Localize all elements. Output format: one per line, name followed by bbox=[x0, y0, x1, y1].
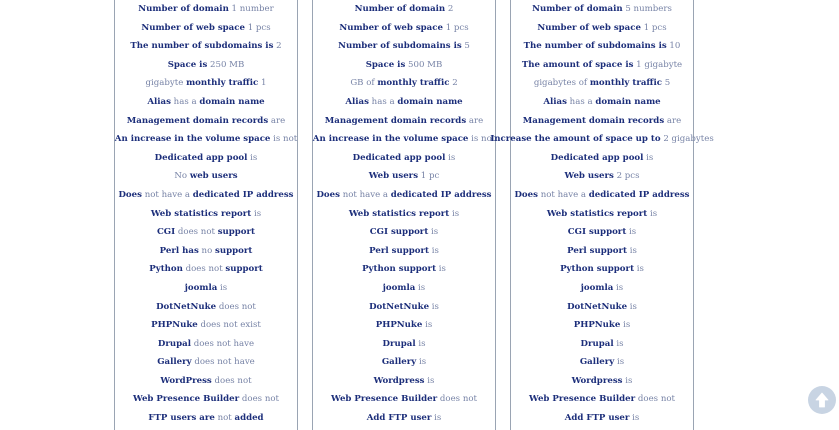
feature-value: is bbox=[626, 245, 637, 256]
feature-label: Web statistics report bbox=[546, 208, 648, 219]
feature-label: Number of subdomains is bbox=[338, 41, 462, 52]
feature-value: is not bbox=[270, 134, 298, 145]
feature-value: are bbox=[664, 115, 682, 126]
feature-value: is bbox=[416, 357, 427, 368]
feature-value: is bbox=[449, 208, 460, 219]
feature-value: is bbox=[217, 282, 228, 293]
feature-label: Web users bbox=[564, 171, 614, 182]
feature-value: has a bbox=[170, 96, 200, 107]
feature-label: CGI bbox=[156, 227, 176, 238]
feature-label: domain name bbox=[595, 96, 661, 107]
feature-value: does not bbox=[182, 264, 226, 275]
feature-row bbox=[471, 186, 733, 205]
feature-value: is bbox=[422, 320, 433, 331]
feature-value: not bbox=[214, 413, 235, 424]
feature-value: 1 pcs bbox=[244, 22, 271, 33]
feature-label: Python support bbox=[362, 264, 437, 275]
feature-value: is bbox=[428, 245, 439, 256]
feature-value: is bbox=[445, 152, 456, 163]
feature-label: Perl has bbox=[159, 245, 199, 256]
feature-row bbox=[471, 56, 733, 75]
feature-value: is bbox=[247, 152, 258, 163]
feature-label: Does bbox=[316, 189, 340, 200]
feature-value: No bbox=[174, 171, 190, 182]
arrow-up-icon bbox=[812, 390, 832, 410]
feature-row bbox=[471, 260, 733, 279]
feature-label: domain name bbox=[397, 96, 463, 107]
feature-label: dedicated IP address bbox=[192, 189, 294, 200]
feature-value: is bbox=[629, 413, 640, 424]
feature-label: support bbox=[217, 227, 256, 238]
feature-label: Perl support bbox=[369, 245, 429, 256]
feature-label: The amount of space is bbox=[521, 59, 634, 70]
feature-row bbox=[471, 242, 733, 261]
feature-row bbox=[471, 335, 733, 354]
feature-value: 2 bbox=[449, 78, 458, 89]
feature-value: 1 pc bbox=[418, 171, 440, 182]
plan-column-2 bbox=[312, 0, 496, 430]
feature-row bbox=[471, 279, 733, 298]
feature-label: Number of web space bbox=[339, 22, 443, 33]
feature-label: Management domain records bbox=[324, 115, 467, 126]
feature-value: is bbox=[614, 357, 625, 368]
feature-label: Drupal bbox=[157, 338, 191, 349]
feature-value: does not bbox=[635, 394, 675, 405]
feature-label: An increase in the volume space bbox=[312, 134, 469, 145]
feature-label: Management domain records bbox=[522, 115, 665, 126]
feature-value: 250 MB bbox=[207, 59, 245, 70]
feature-value: does not bbox=[239, 394, 279, 405]
feature-row bbox=[471, 316, 733, 335]
feature-row bbox=[471, 223, 733, 242]
plan-column-1 bbox=[114, 0, 298, 430]
feature-value: does not have bbox=[191, 357, 255, 368]
feature-label: domain name bbox=[199, 96, 265, 107]
feature-label: PHPNuke bbox=[375, 320, 423, 331]
feature-label: Dedicated app pool bbox=[352, 152, 446, 163]
feature-label: The number of subdomains is bbox=[130, 41, 274, 52]
feature-label: Dedicated app pool bbox=[550, 152, 644, 163]
feature-label: Does bbox=[514, 189, 538, 200]
feature-label: Python bbox=[149, 264, 183, 275]
feature-value: 2 pcs bbox=[613, 171, 640, 182]
feature-value: 5 bbox=[661, 78, 671, 89]
feature-label: Number of domain bbox=[354, 4, 446, 14]
feature-label: DotNetNuke bbox=[567, 301, 628, 312]
feature-row bbox=[471, 353, 733, 372]
feature-label: Gallery bbox=[157, 357, 192, 368]
feature-label: Does bbox=[118, 189, 142, 200]
feature-label: FTP users are bbox=[148, 413, 215, 424]
feature-label: dedicated IP address bbox=[588, 189, 690, 200]
feature-value: is bbox=[613, 338, 624, 349]
feature-list bbox=[471, 0, 733, 428]
feature-label: CGI support bbox=[567, 227, 627, 238]
feature-row bbox=[471, 298, 733, 317]
feature-label: PHPNuke bbox=[151, 320, 198, 331]
feature-label: joomla bbox=[382, 282, 416, 293]
feature-value: is bbox=[431, 413, 442, 424]
feature-row bbox=[471, 0, 733, 19]
feature-label: Wordpress bbox=[373, 375, 425, 386]
feature-label: Web Presence Builder bbox=[529, 394, 636, 405]
feature-label: web users bbox=[189, 171, 238, 182]
feature-value: is bbox=[626, 227, 637, 238]
feature-value: is bbox=[643, 152, 654, 163]
feature-value: does not have bbox=[190, 338, 255, 349]
feature-label: DotNetNuke bbox=[369, 301, 430, 312]
feature-label: Space is bbox=[167, 59, 208, 70]
feature-value: are bbox=[466, 115, 484, 126]
feature-label: Increase the amount of space up to bbox=[490, 134, 661, 145]
feature-label: support bbox=[225, 264, 263, 275]
feature-value: is not bbox=[468, 134, 496, 145]
feature-value: does not exist bbox=[197, 320, 261, 331]
feature-label: Web statistics report bbox=[150, 208, 252, 219]
feature-value: 2 bbox=[445, 4, 454, 14]
feature-value: gigabytes of bbox=[533, 78, 590, 89]
feature-value: does not bbox=[211, 375, 252, 386]
feature-row bbox=[471, 372, 733, 391]
feature-label: support bbox=[214, 245, 253, 256]
feature-value: is bbox=[415, 282, 426, 293]
feature-label: Dedicated app pool bbox=[154, 152, 248, 163]
feature-label: Alias bbox=[147, 96, 171, 107]
feature-label: An increase in the volume space bbox=[114, 134, 271, 145]
feature-label: Space is bbox=[365, 59, 406, 70]
feature-label: joomla bbox=[580, 282, 614, 293]
feature-label: Alias bbox=[345, 96, 369, 107]
feature-value: 1 number bbox=[228, 4, 274, 14]
feature-label: Web users bbox=[368, 171, 419, 182]
feature-value: 1 pcs bbox=[442, 22, 469, 33]
feature-label: Wordpress bbox=[571, 375, 623, 386]
feature-row bbox=[471, 167, 733, 186]
feature-value: gigabyte bbox=[145, 78, 187, 89]
feature-value: no bbox=[198, 245, 215, 256]
feature-value: is bbox=[613, 282, 624, 293]
feature-label: Add FTP user bbox=[366, 413, 432, 424]
feature-label: WordPress bbox=[160, 375, 212, 386]
feature-value: not have a bbox=[339, 189, 391, 200]
feature-label: Add FTP user bbox=[564, 413, 630, 424]
feature-value: does not bbox=[437, 394, 477, 405]
feature-row bbox=[471, 390, 733, 409]
feature-label: Number of web space bbox=[141, 22, 245, 33]
feature-label: Management domain records bbox=[126, 115, 269, 126]
feature-label: dedicated IP address bbox=[390, 189, 492, 200]
feature-row bbox=[471, 74, 733, 93]
feature-value: is bbox=[622, 375, 633, 386]
feature-value: 2 bbox=[273, 41, 282, 52]
feature-label: monthly traffic bbox=[186, 78, 259, 89]
feature-label: joomla bbox=[184, 282, 218, 293]
scroll-to-top-button[interactable] bbox=[808, 386, 836, 414]
feature-label: Web statistics report bbox=[348, 208, 450, 219]
feature-label: Web Presence Builder bbox=[133, 394, 240, 405]
feature-value: not have a bbox=[537, 189, 589, 200]
feature-value: 5 numbers bbox=[622, 4, 672, 14]
feature-label: added bbox=[234, 413, 264, 424]
feature-value: is bbox=[429, 301, 439, 312]
feature-row bbox=[471, 37, 733, 56]
plan-column-3 bbox=[490, 0, 714, 430]
feature-value: 500 MB bbox=[405, 59, 443, 70]
feature-value: not have a bbox=[141, 189, 193, 200]
feature-value: 2 gigabytes bbox=[660, 134, 714, 145]
feature-value: 1 pcs bbox=[640, 22, 667, 33]
feature-label: Number of web space bbox=[537, 22, 641, 33]
feature-row bbox=[471, 205, 733, 224]
feature-value: is bbox=[251, 208, 262, 219]
feature-value: is bbox=[436, 264, 446, 275]
feature-value: 1 gigabyte bbox=[633, 59, 683, 70]
feature-value: is bbox=[647, 208, 658, 219]
feature-label: Perl support bbox=[567, 245, 627, 256]
feature-value: are bbox=[268, 115, 286, 126]
feature-label: The number of subdomains is bbox=[523, 41, 667, 52]
feature-label: Alias bbox=[543, 96, 567, 107]
feature-row bbox=[471, 409, 733, 428]
feature-value: 5 bbox=[461, 41, 470, 52]
feature-label: Web Presence Builder bbox=[331, 394, 438, 405]
feature-value: is bbox=[428, 227, 439, 238]
feature-row bbox=[471, 93, 733, 112]
feature-row bbox=[471, 130, 733, 149]
feature-value: is bbox=[634, 264, 644, 275]
feature-label: Number of domain bbox=[532, 4, 623, 14]
feature-row bbox=[471, 19, 733, 38]
feature-value: GB of bbox=[350, 78, 378, 89]
feature-label: Gallery bbox=[381, 357, 417, 368]
feature-label: monthly traffic bbox=[377, 78, 450, 89]
feature-row bbox=[471, 149, 733, 168]
feature-label: Drupal bbox=[382, 338, 416, 349]
feature-value: does not bbox=[216, 301, 256, 312]
feature-value: 10 bbox=[666, 41, 681, 52]
feature-label: Python support bbox=[560, 264, 635, 275]
feature-value: has a bbox=[368, 96, 398, 107]
feature-value: is bbox=[424, 375, 435, 386]
feature-value: does not bbox=[175, 227, 218, 238]
feature-value: is bbox=[627, 301, 637, 312]
feature-label: Gallery bbox=[579, 357, 615, 368]
feature-label: Number of domain bbox=[138, 4, 229, 14]
feature-row bbox=[471, 112, 733, 131]
feature-label: monthly traffic bbox=[589, 78, 662, 89]
feature-label: CGI support bbox=[369, 227, 429, 238]
feature-label: Drupal bbox=[580, 338, 614, 349]
feature-value: has a bbox=[566, 96, 596, 107]
feature-value: 1 bbox=[258, 78, 267, 89]
feature-label: DotNetNuke bbox=[156, 301, 217, 312]
feature-value: is bbox=[415, 338, 426, 349]
feature-label: PHPNuke bbox=[573, 320, 621, 331]
feature-value: is bbox=[620, 320, 631, 331]
